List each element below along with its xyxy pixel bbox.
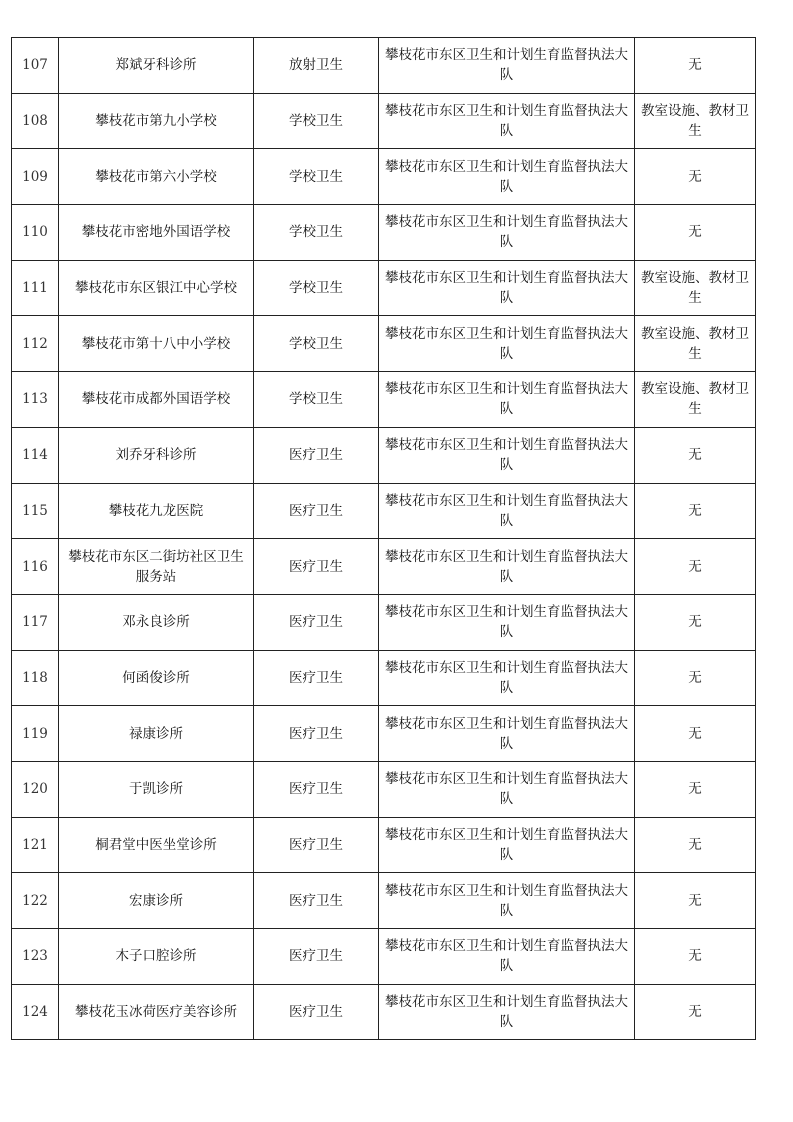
unit-name: 桐君堂中医坐堂诊所	[59, 817, 254, 873]
inspection-category: 医疗卫生	[254, 873, 379, 929]
row-number: 118	[12, 650, 59, 706]
row-number: 114	[12, 427, 59, 483]
row-number: 112	[12, 316, 59, 372]
unit-name: 刘乔牙科诊所	[59, 427, 254, 483]
inspection-category: 放射卫生	[254, 38, 379, 94]
inspection-category: 学校卫生	[254, 316, 379, 372]
table-row	[12, 761, 756, 817]
inspection-category: 医疗卫生	[254, 539, 379, 595]
issue-found: 无	[635, 873, 756, 929]
issue-found: 无	[635, 594, 756, 650]
row-number: 116	[12, 539, 59, 595]
unit-name: 宏康诊所	[59, 873, 254, 929]
table-row	[12, 149, 756, 205]
unit-name: 攀枝花市密地外国语学校	[59, 205, 254, 261]
unit-name: 攀枝花市第十八中小学校	[59, 316, 254, 372]
table-row	[12, 205, 756, 261]
row-number: 121	[12, 817, 59, 873]
table-row	[12, 650, 756, 706]
supervising-agency: 攀枝花市东区卫生和计划生育监督执法大队	[379, 260, 635, 316]
supervising-agency: 攀枝花市东区卫生和计划生育监督执法大队	[379, 93, 635, 149]
row-number: 110	[12, 205, 59, 261]
row-number: 120	[12, 761, 59, 817]
supervising-agency: 攀枝花市东区卫生和计划生育监督执法大队	[379, 427, 635, 483]
row-number: 119	[12, 706, 59, 762]
inspection-category: 学校卫生	[254, 93, 379, 149]
issue-found: 无	[635, 539, 756, 595]
issue-found: 无	[635, 483, 756, 539]
row-number: 107	[12, 38, 59, 94]
row-number: 123	[12, 929, 59, 985]
supervising-agency: 攀枝花市东区卫生和计划生育监督执法大队	[379, 205, 635, 261]
row-number: 115	[12, 483, 59, 539]
inspection-category: 医疗卫生	[254, 929, 379, 985]
inspection-category: 医疗卫生	[254, 594, 379, 650]
supervising-agency: 攀枝花市东区卫生和计划生育监督执法大队	[379, 38, 635, 94]
supervising-agency: 攀枝花市东区卫生和计划生育监督执法大队	[379, 817, 635, 873]
inspection-category: 学校卫生	[254, 372, 379, 428]
issue-found: 无	[635, 929, 756, 985]
row-number: 122	[12, 873, 59, 929]
unit-name: 攀枝花玉冰荷医疗美容诊所	[59, 984, 254, 1040]
supervising-agency: 攀枝花市东区卫生和计划生育监督执法大队	[379, 706, 635, 762]
table-row	[12, 539, 756, 595]
unit-name: 木子口腔诊所	[59, 929, 254, 985]
issue-found: 教室设施、教材卫生	[635, 93, 756, 149]
unit-name: 于凯诊所	[59, 761, 254, 817]
inspection-category: 医疗卫生	[254, 427, 379, 483]
supervising-agency: 攀枝花市东区卫生和计划生育监督执法大队	[379, 483, 635, 539]
inspection-category: 医疗卫生	[254, 984, 379, 1040]
unit-name: 郑斌牙科诊所	[59, 38, 254, 94]
inspection-category: 医疗卫生	[254, 817, 379, 873]
issue-found: 无	[635, 706, 756, 762]
row-number: 117	[12, 594, 59, 650]
unit-name: 邓永良诊所	[59, 594, 254, 650]
table-row	[12, 316, 756, 372]
issue-found: 无	[635, 38, 756, 94]
unit-name: 禄康诊所	[59, 706, 254, 762]
table-row	[12, 260, 756, 316]
row-number: 111	[12, 260, 59, 316]
table-row	[12, 93, 756, 149]
inspection-category: 医疗卫生	[254, 706, 379, 762]
inspection-table	[11, 37, 756, 1040]
row-number: 109	[12, 149, 59, 205]
supervising-agency: 攀枝花市东区卫生和计划生育监督执法大队	[379, 761, 635, 817]
unit-name: 攀枝花市东区银江中心学校	[59, 260, 254, 316]
inspection-category: 医疗卫生	[254, 650, 379, 706]
supervising-agency: 攀枝花市东区卫生和计划生育监督执法大队	[379, 594, 635, 650]
table-body	[12, 38, 756, 1040]
row-number: 124	[12, 984, 59, 1040]
supervising-agency: 攀枝花市东区卫生和计划生育监督执法大队	[379, 873, 635, 929]
issue-found: 教室设施、教材卫生	[635, 372, 756, 428]
table-row	[12, 427, 756, 483]
unit-name: 攀枝花市第九小学校	[59, 93, 254, 149]
inspection-category: 学校卫生	[254, 260, 379, 316]
table-row	[12, 873, 756, 929]
unit-name: 攀枝花市第六小学校	[59, 149, 254, 205]
supervising-agency: 攀枝花市东区卫生和计划生育监督执法大队	[379, 650, 635, 706]
inspection-category: 学校卫生	[254, 149, 379, 205]
issue-found: 教室设施、教材卫生	[635, 316, 756, 372]
issue-found: 无	[635, 650, 756, 706]
table-row	[12, 38, 756, 94]
supervising-agency: 攀枝花市东区卫生和计划生育监督执法大队	[379, 539, 635, 595]
unit-name: 攀枝花市成都外国语学校	[59, 372, 254, 428]
unit-name: 何函俊诊所	[59, 650, 254, 706]
supervising-agency: 攀枝花市东区卫生和计划生育监督执法大队	[379, 984, 635, 1040]
issue-found: 无	[635, 149, 756, 205]
supervising-agency: 攀枝花市东区卫生和计划生育监督执法大队	[379, 929, 635, 985]
table-row	[12, 706, 756, 762]
table-row	[12, 594, 756, 650]
table-row	[12, 984, 756, 1040]
issue-found: 教室设施、教材卫生	[635, 260, 756, 316]
unit-name: 攀枝花市东区二街坊社区卫生服务站	[59, 539, 254, 595]
issue-found: 无	[635, 427, 756, 483]
unit-name: 攀枝花九龙医院	[59, 483, 254, 539]
table-row	[12, 817, 756, 873]
issue-found: 无	[635, 984, 756, 1040]
row-number: 113	[12, 372, 59, 428]
issue-found: 无	[635, 817, 756, 873]
issue-found: 无	[635, 205, 756, 261]
supervising-agency: 攀枝花市东区卫生和计划生育监督执法大队	[379, 316, 635, 372]
inspection-category: 医疗卫生	[254, 483, 379, 539]
row-number: 108	[12, 93, 59, 149]
supervising-agency: 攀枝花市东区卫生和计划生育监督执法大队	[379, 372, 635, 428]
inspection-category: 医疗卫生	[254, 761, 379, 817]
issue-found: 无	[635, 761, 756, 817]
inspection-category: 学校卫生	[254, 205, 379, 261]
supervising-agency: 攀枝花市东区卫生和计划生育监督执法大队	[379, 149, 635, 205]
table-row	[12, 372, 756, 428]
table-row	[12, 483, 756, 539]
table-row	[12, 929, 756, 985]
